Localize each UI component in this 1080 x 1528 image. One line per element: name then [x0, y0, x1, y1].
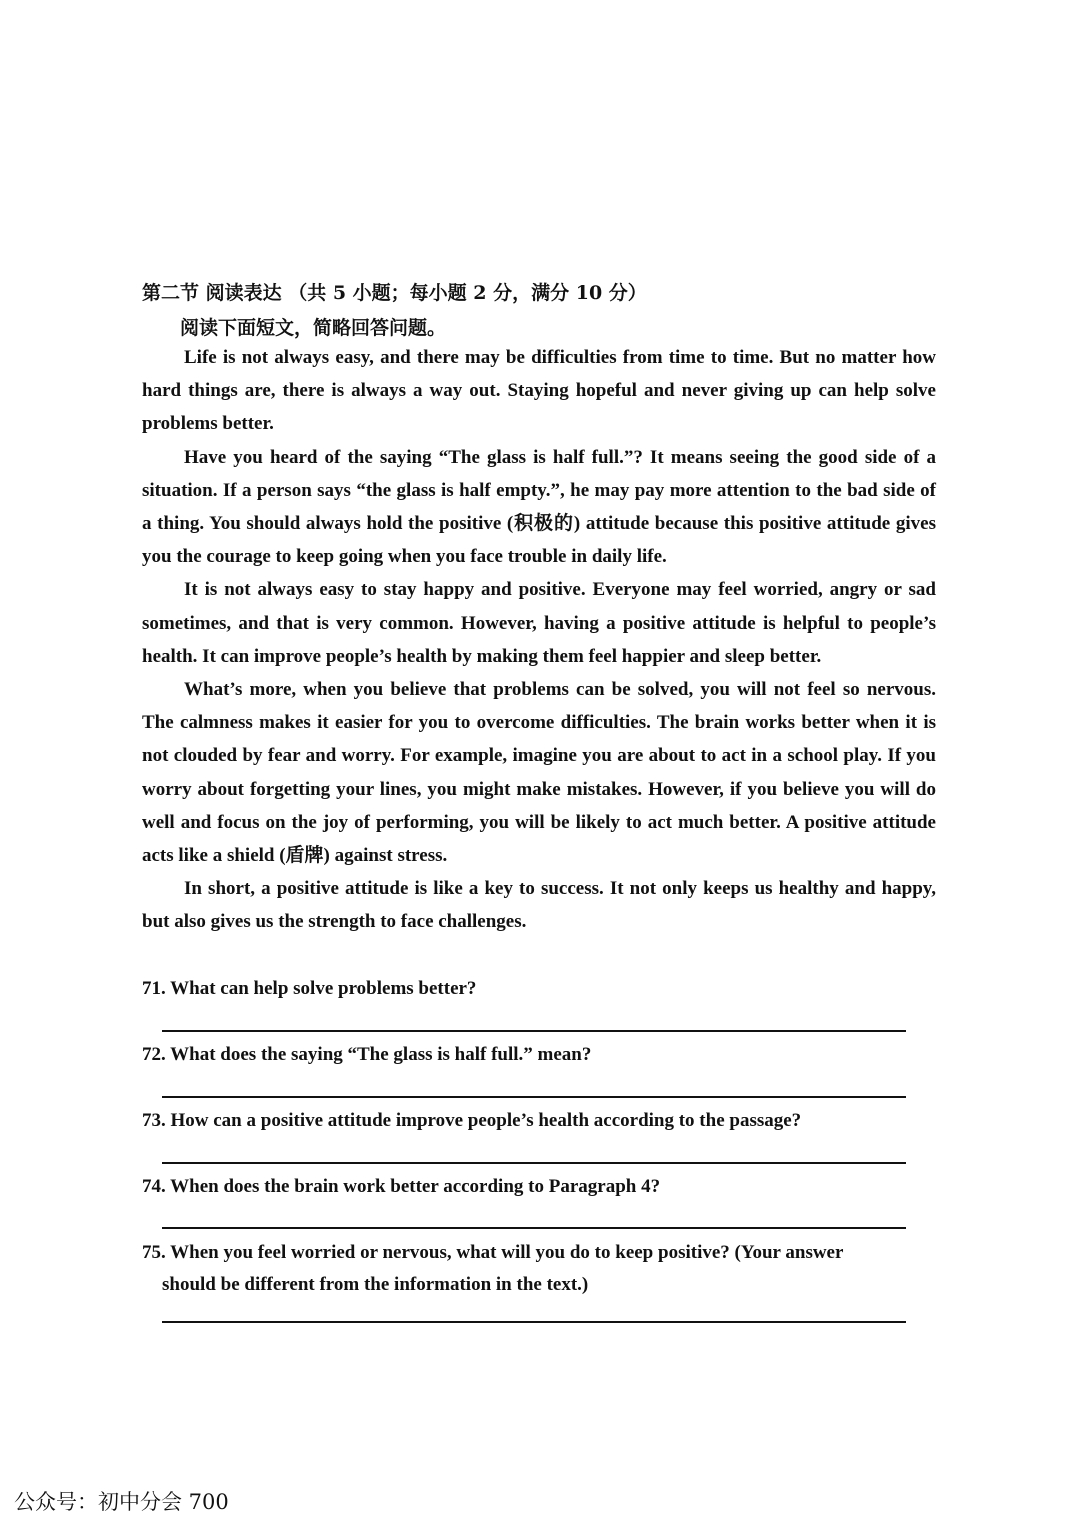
answer-line-74[interactable]: [162, 1227, 906, 1229]
passage-paragraph-1: Life is not always easy, and there may be difficulties from time to time. But no matter how hard things are, there is always a way out. Staying hopeful and never giving up can help solve problems better.: [142, 347, 936, 435]
question-75-text: 75. When you feel worried or nervous, what will you do to keep positive? (Your answer: [142, 1242, 844, 1263]
reading-passage: [142, 341, 936, 939]
answer-line-71[interactable]: [162, 1030, 906, 1032]
passage-paragraph-3: It is not always easy to stay happy and positive. Everyone may feel worried, angry or sad sometimes, and that is very common. However, having a positive attitude is helpful to people’s health. It can improve people’s health by making them feel happier and sleep better.: [142, 579, 936, 667]
answer-line-73[interactable]: [162, 1162, 906, 1164]
question-75-continuation: should be different from the information in the text.): [162, 1274, 589, 1295]
question-73: 73. How can a positive attitude improve people’s health according to the passage?: [142, 1110, 802, 1131]
section-instruction: 阅读下面短文，简略回答问题。: [180, 317, 447, 339]
answer-line-75[interactable]: [162, 1321, 906, 1323]
question-71: 71. What can help solve problems better?: [142, 978, 477, 999]
passage-paragraph-4: What’s more, when you believe that problems can be solved, you will not feel so nervous. The calmness makes it easier for you to overcome difficulties. The brain works better when it is not clouded by fear and worry. For example, imagine you are about to act in a school play. If you worry about forgetting your lines, you might make mistakes. However, if you believe you will do well and focus on the joy of performing, you will be likely to act much better. A positive attitude acts like a shield (盾牌) against stress.: [142, 679, 936, 867]
question-75: [142, 1237, 912, 1301]
passage-paragraph-2: Have you heard of the saying “The glass is half full.”? It means seeing the good side of a situation. If a person says “the glass is half empty.”, he may pay more attention to the bad side of a thing. You should always hold the positive (积极的) attitude because this positive attitude gives you the courage to keep going when you face trouble in daily life.: [142, 446, 936, 568]
passage-paragraph-5: In short, a positive attitude is like a key to success. It not only keeps us healthy and happy, but also gives us the strength to face challenges.: [142, 878, 936, 933]
question-74: 74. When does the brain work better according to Paragraph 4?: [142, 1176, 661, 1197]
footer-watermark: 公众号：初中分会 700: [14, 1490, 229, 1514]
answer-line-72[interactable]: [162, 1096, 906, 1098]
question-72: 72. What does the saying “The glass is half full.” mean?: [142, 1044, 592, 1065]
section-title: 第二节 阅读表达 （共 5 小题；每小题 2 分，满分 10 分）: [142, 282, 647, 304]
